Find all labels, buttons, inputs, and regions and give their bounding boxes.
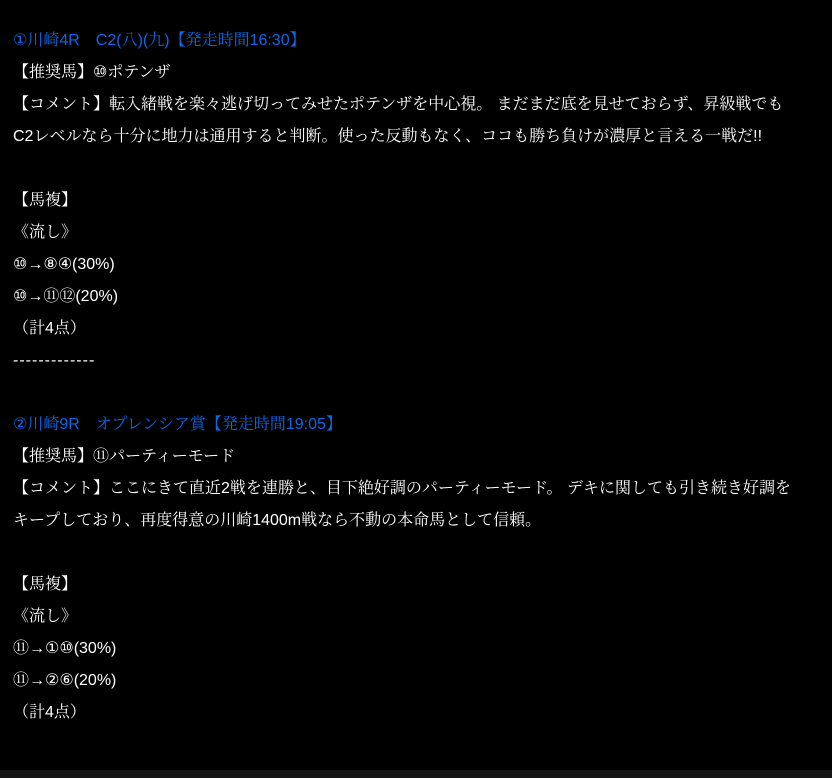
bet-type-label-2: 【馬複】 (13, 576, 78, 593)
bet-type-label-1: 【馬複】 (13, 192, 78, 209)
bet-style-label-2: 《流し》 (13, 608, 78, 625)
bet-line-1-1: ⑩→⑧④(30%) (13, 256, 115, 273)
bet-total-1: （計4点） (13, 320, 86, 337)
race-section-2 (13, 409, 792, 729)
separator-dashes: ------------- (13, 352, 96, 369)
recommended-horse-2: 【推奨馬】⑪パーティーモード (13, 448, 236, 465)
bottom-edge-strip (0, 770, 832, 778)
bet-line-1-2: ⑩→⑪⑫(20%) (13, 288, 119, 305)
race-heading-2: ②川崎9R オプレンシア賞【発走時間19:05】 (13, 416, 342, 433)
bet-line-2-2: ⑪→②⑥(20%) (13, 672, 117, 689)
bet-style-label-1: 《流し》 (13, 224, 78, 241)
race-comment-1: 【コメント】転入緒戦を楽々逃げ切ってみせたポテンザを中心視。 まだまだ底を見せておらず、昇級戦でもC2レベルなら十分に地力は通用すると判断。使った反動もなく、ココも勝ち負けが濃厚と言える一戦だ!! (13, 96, 784, 145)
race-comment-2: 【コメント】ここにきて直近2戦を連勝と、目下絶好調のパーティーモード。 デキに関しても引き続き好調をキープしており、再度得意の川崎1400m戦なら不動の本命馬として信頼。 (13, 480, 791, 529)
recommended-horse-1: 【推奨馬】⑩ポテンザ (13, 64, 171, 81)
bet-total-2: （計4点） (13, 704, 86, 721)
race-heading-1: ①川崎4R C2(八)(九)【発走時間16:30】 (13, 32, 306, 49)
bet-line-2-1: ⑪→①⑩(30%) (13, 640, 117, 657)
race-section-1 (13, 25, 792, 345)
